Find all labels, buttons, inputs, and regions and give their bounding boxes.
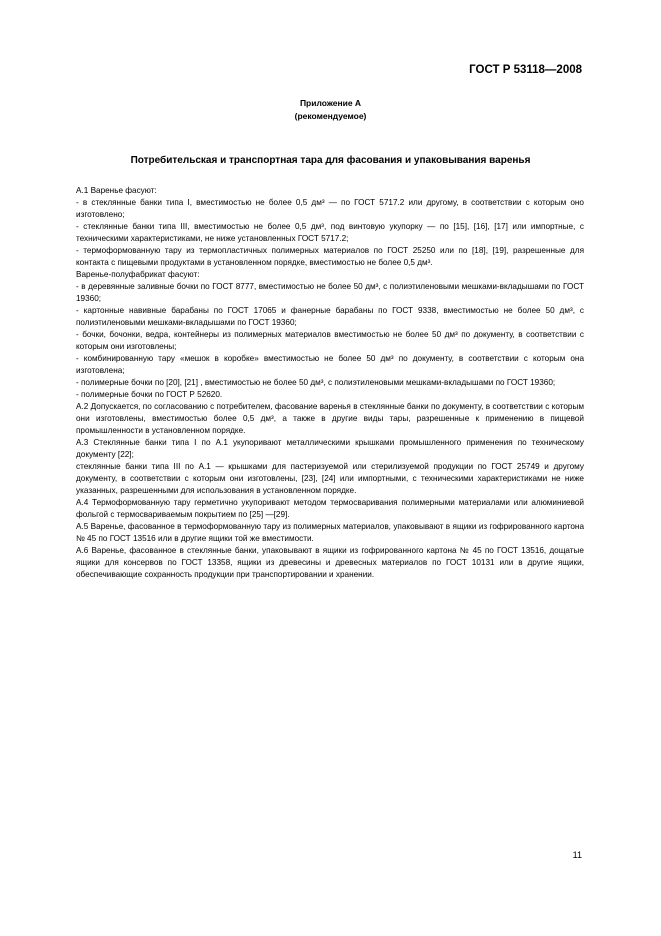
paragraph: - картонные навивные барабаны по ГОСТ 17065 и фанерные барабаны по ГОСТ 9338, вместимостью не более 50 дм³, с полиэтиленовыми мешками-вкладышами по ГОСТ 19360; xyxy=(76,306,584,327)
paragraph: - в деревянные заливные бочки по ГОСТ 8777, вместимостью не более 50 дм³, с полиэтиленовыми мешками-вкладышами по ГОСТ 19360; xyxy=(76,282,584,303)
page-number: 11 xyxy=(572,850,582,860)
paragraph: А.3 Стеклянные банки типа I по А.1 укупоривают металлическими крышками промышленного применения по техническому документу [22]; xyxy=(76,438,584,459)
annex-heading xyxy=(0,97,661,123)
paragraph: - термоформованную тару из термопластичных полимерных материалов по ГОСТ 25250 или по [18], [19], разрешенные для контакта с пищевыми продуктами в установленном порядке, вместимостью не более 0,5 дм³. xyxy=(76,246,584,267)
annex-title: Приложение А xyxy=(299,98,362,108)
paragraph: - бочки, бочонки, ведра, контейнеры из полимерных материалов вместимостью не более 50 дм³ по документу, в соответствии с которым они изготовлены; xyxy=(76,330,584,351)
paragraph: - в стеклянные банки типа I, вместимостью не более 0,5 дм³ — по ГОСТ 5717.2 или другому, в соответствии с которым оно изготовлено; xyxy=(76,198,584,219)
paragraph: - полимерные бочки по ГОСТ Р 52620. xyxy=(76,390,223,399)
paragraph: - стеклянные банки типа III, вместимостью не более 0,5 дм³, под винтовую укупорку — по [15], [16], [17] или импортные, с техническими характеристиками, не ниже установленных ГОСТ 5717.2; xyxy=(76,222,584,243)
paragraph: - комбинированную тару «мешок в коробке» вместимостью не более 50 дм³ по документу, в соответствии с которым она изготовлена; xyxy=(76,354,584,375)
paragraph: Варенье-полуфабрикат фасуют: xyxy=(76,270,200,279)
body-text xyxy=(76,185,584,581)
paragraph: А.6 Варенье, фасованное в стеклянные банки, упаковывают в ящики из гофрированного картона № 45 по ГОСТ 13516, дощатые ящики для консервов по ГОСТ 13358, ящики из древесины и древесных материалов по ГОСТ 10131 или в другие ящики, обеспечивающие сохранность продукции при транспортировании и хранении. xyxy=(76,546,584,579)
paragraph: А.5 Варенье, фасованное в термоформованную тару из полимерных материалов, упаковывают в ящики из гофрированного картона № 45 по ГОСТ 13516 или в другие ящики той же вместимости. xyxy=(76,522,584,543)
document-code: ГОСТ Р 53118—2008 xyxy=(469,64,582,76)
paragraph: А.4 Термоформованную тару герметично укупоривают методом термосваривания полимерными материалами или алюминиевой фольгой с термосвариваемым покрытием по [25] —[29]. xyxy=(76,498,584,519)
section-title: Потребительская и транспортная тара для фасования и упаковывания варенья xyxy=(130,155,531,166)
paragraph: стеклянные банки типа III по А.1 — крышками для пастеризуемой или стерилизуемой продукции по ГОСТ 25749 и другому документу, в соответствии с которым они изготовлены, [23], [24] или импортными, с техническими характеристиками не ниже указанных, разрешенными для использования в установленном порядке. xyxy=(76,462,584,495)
annex-status: (рекомендуемое) xyxy=(294,111,367,121)
paragraph: А.1 Варенье фасуют: xyxy=(76,186,157,195)
paragraph: - полимерные бочки по [20], [21] , вместимостью не более 50 дм³, с полиэтиленовыми мешками-вкладышами по ГОСТ 19360; xyxy=(76,378,556,387)
paragraph: А.2 Допускается, по согласованию с потребителем, фасование варенья в стеклянные банки по документу, в соответствии с которым они изготовлены, вместимостью более 0,5 дм³, а также в другие виды тары, разрешенные к применению в пищевой промышленности в установленном порядке. xyxy=(76,402,584,435)
